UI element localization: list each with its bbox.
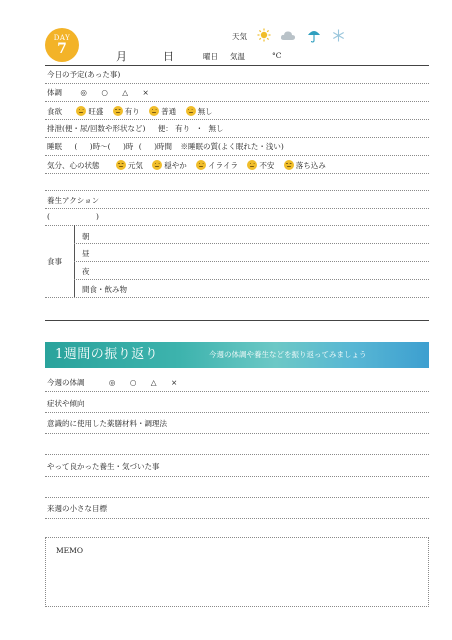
action-line — [45, 208, 429, 209]
sleep-paren: ( — [74, 142, 78, 151]
meal-row-noon: 昼 — [82, 249, 90, 258]
face-icon — [149, 106, 159, 116]
meal-row-snack: 間食・飲み物 — [82, 285, 127, 294]
condition-line — [45, 101, 429, 102]
face-icon — [186, 106, 196, 116]
stool-label: 便： — [157, 124, 173, 133]
mood-label: 気分、心の状態 — [47, 161, 100, 170]
appetite-option[interactable]: 旺盛 — [88, 107, 104, 116]
temperature-label: 気温 — [230, 52, 245, 61]
face-icon — [284, 160, 294, 170]
appetite-option[interactable]: 有り — [124, 107, 140, 116]
face-icon — [196, 160, 206, 170]
condition-row — [47, 88, 149, 98]
sleep-row — [47, 142, 284, 152]
snow-icon — [332, 29, 345, 42]
plan-label: 今日の予定(あった事) — [47, 70, 121, 79]
goal-line — [45, 518, 429, 519]
weekly-banner-subtitle: 今週の体調や養生などを振り返ってみましょう — [209, 350, 367, 359]
condition-mark-1[interactable]: ◎ — [80, 88, 87, 97]
sun-icon — [257, 28, 271, 42]
action-paren-close: ) — [96, 212, 99, 221]
appetite-line — [45, 119, 429, 120]
condition-label: 体調 — [47, 88, 62, 97]
memo-label: MEMO — [56, 546, 83, 555]
good-line-2 — [45, 497, 429, 498]
memo-box[interactable] — [45, 537, 429, 607]
appetite-row — [47, 106, 216, 117]
weekly-banner-title: 1週間の振り返り — [55, 347, 159, 362]
weekday-label: 曜日 — [203, 52, 218, 61]
umbrella-icon — [307, 28, 321, 43]
mood-option[interactable]: イライラ — [208, 161, 238, 170]
action-paren-open: ( — [47, 212, 50, 221]
section-rule — [45, 320, 429, 321]
appetite-option[interactable]: 無し — [197, 107, 213, 116]
weekly-condition-label: 今週の体調 — [47, 378, 85, 387]
stool-option-yes[interactable]: 有り — [175, 124, 191, 133]
weekly-banner — [45, 342, 429, 368]
face-icon — [247, 160, 257, 170]
meal-row-night: 夜 — [82, 267, 90, 276]
appetite-label: 食欲 — [47, 107, 62, 116]
sleep-label: 睡眠 — [47, 142, 62, 151]
mood-line — [45, 173, 429, 174]
meal-line — [74, 279, 429, 280]
month-label: 月 — [116, 50, 127, 63]
goal-label: 来週の小さな目標 — [47, 504, 107, 513]
weekly-condition-line — [45, 391, 429, 392]
face-icon — [113, 106, 123, 116]
excretion-label: 排泄(便・尿/回数や形状など) — [47, 124, 146, 133]
mood-option[interactable]: 穏やか — [164, 161, 187, 170]
blank-line — [45, 190, 429, 191]
mood-row — [47, 160, 329, 171]
plan-line — [45, 83, 429, 84]
herbs-line — [45, 433, 429, 434]
good-line — [45, 476, 429, 477]
herbs-line-2 — [45, 454, 429, 455]
sleep-line — [45, 155, 429, 156]
weekly-condition-mark-3[interactable]: △ — [150, 378, 157, 387]
weekly-condition-row — [47, 378, 177, 388]
day-label: 日 — [163, 50, 174, 63]
symptoms-line — [45, 412, 429, 413]
face-icon — [76, 106, 86, 116]
stool-separator: ・ — [195, 124, 204, 133]
meal-line — [74, 243, 429, 244]
action-label: 養生アクション — [47, 196, 100, 205]
condition-mark-4[interactable]: × — [142, 88, 149, 97]
stool-option-no[interactable]: 無し — [208, 124, 224, 133]
good-label: やって良かった養生・気づいた事 — [47, 462, 160, 471]
sleep-paren: ( — [138, 142, 142, 151]
cloud-icon — [280, 30, 296, 41]
day-badge-label: DAY — [53, 34, 71, 42]
symptoms-label: 症状や傾向 — [47, 399, 85, 408]
weekly-condition-mark-4[interactable]: × — [170, 378, 178, 387]
mood-option[interactable]: 不安 — [259, 161, 275, 170]
temperature-unit: °C — [272, 51, 282, 60]
mood-option[interactable]: 落ち込み — [295, 161, 326, 170]
sleep-hour: )時 — [122, 142, 134, 151]
sleep-quality: ※睡眠の質(よく眠れた・浅い) — [180, 142, 284, 151]
action-paren-line — [45, 225, 429, 226]
meal-line — [74, 261, 429, 262]
meal-label: 食事 — [47, 257, 62, 266]
weekly-condition-mark-1[interactable]: ◎ — [108, 378, 116, 387]
excretion-line — [45, 137, 429, 138]
herbs-label: 意識的に使用した薬膳材料・調理法 — [47, 419, 167, 428]
face-icon — [116, 160, 126, 170]
weather-label: 天気 — [232, 32, 247, 41]
weekly-condition-mark-2[interactable]: ○ — [129, 378, 137, 387]
header-rule — [45, 65, 429, 66]
sleep-from-to: )時〜( — [89, 142, 111, 151]
appetite-option[interactable]: 普通 — [161, 107, 177, 116]
sleep-hours: )時間 — [154, 142, 173, 151]
meal-bottom-line — [45, 297, 429, 298]
meal-row-morning: 朝 — [82, 232, 90, 241]
day-badge-number: 7 — [57, 41, 67, 57]
face-icon — [152, 160, 162, 170]
excretion-row — [47, 124, 223, 134]
condition-mark-2[interactable]: ○ — [101, 88, 108, 97]
day-badge — [45, 28, 79, 62]
mood-option[interactable]: 元気 — [127, 161, 143, 170]
condition-mark-3[interactable]: △ — [122, 88, 129, 97]
